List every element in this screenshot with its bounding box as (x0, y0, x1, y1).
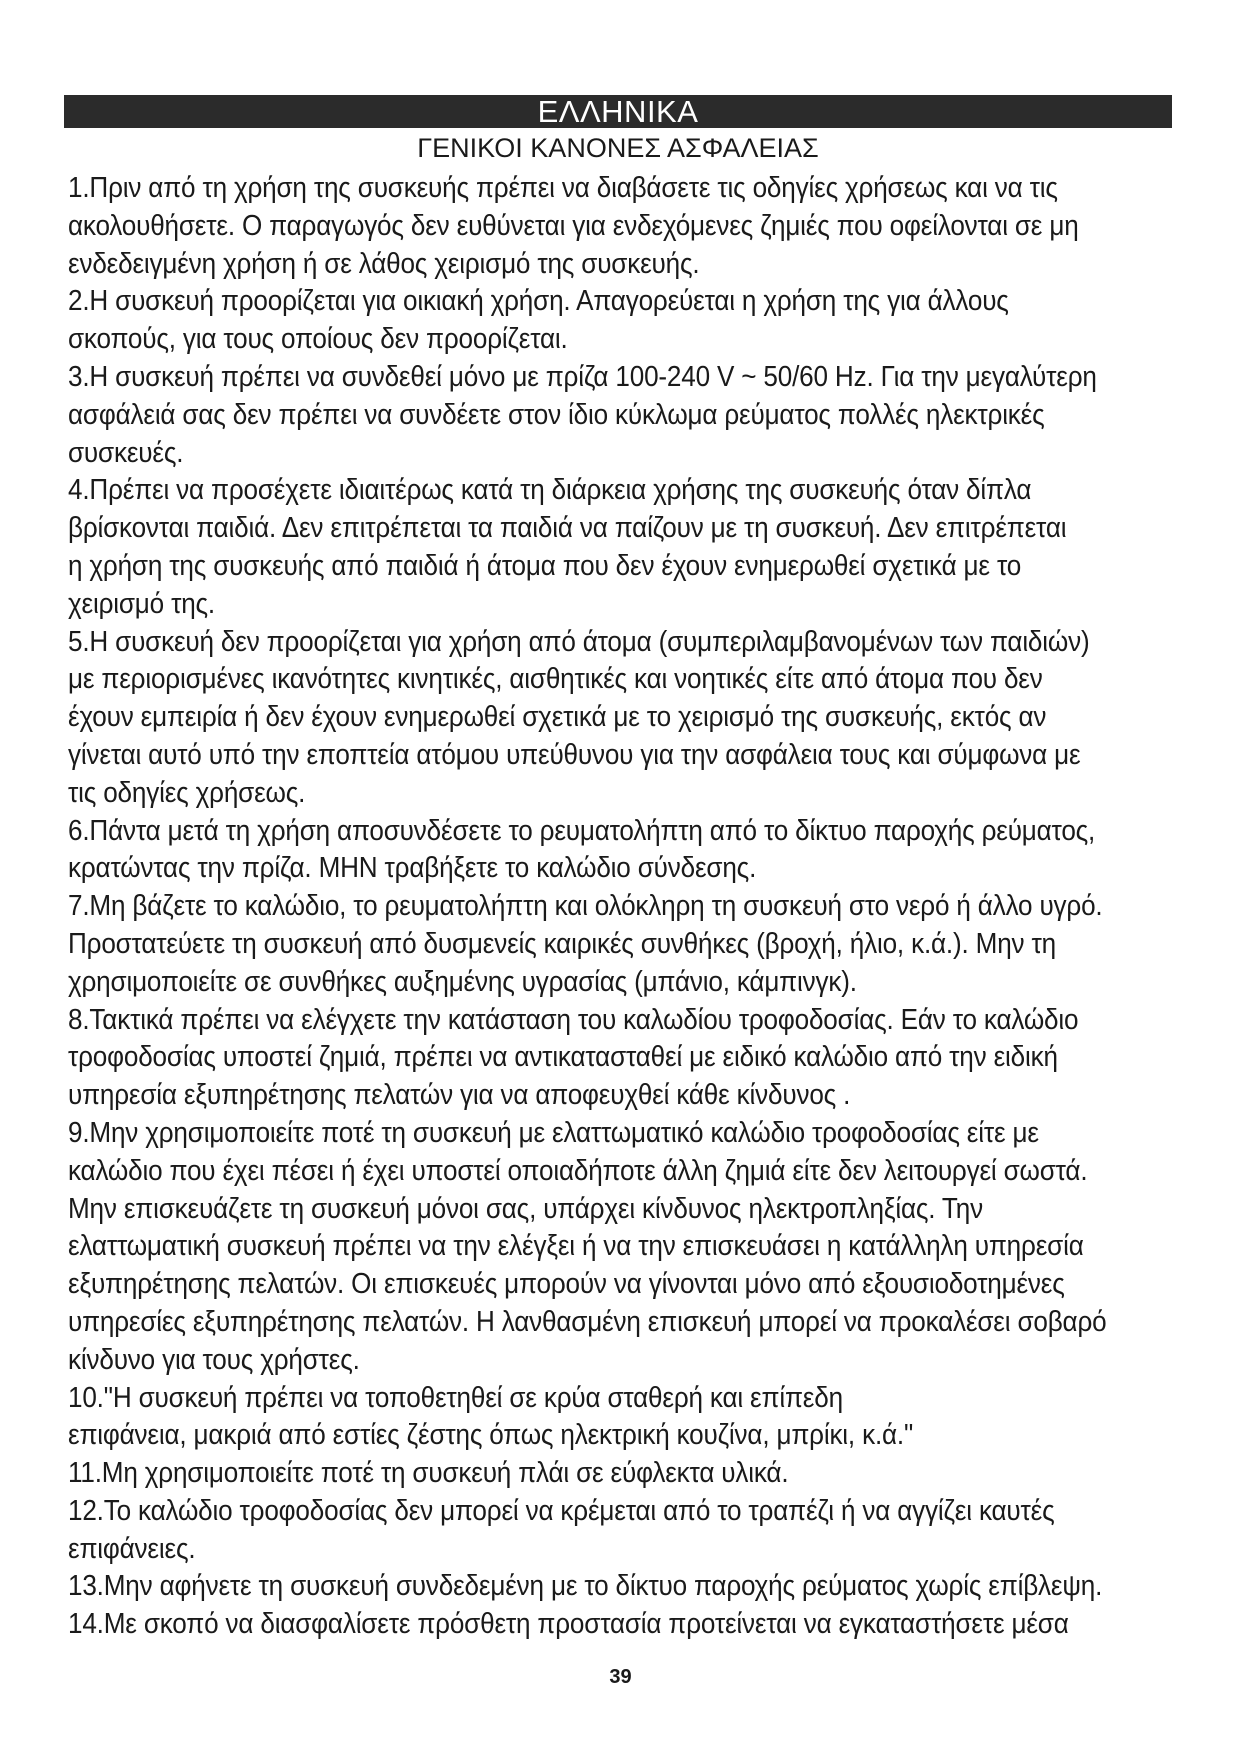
text-line: κρατώντας την πρίζα. ΜΗΝ τραβήξετε το καλώδιο σύνδεσης. (68, 852, 757, 885)
page-number: 39 (609, 1666, 632, 1688)
text-line: χρησιμοποιείτε σε συνθήκες αυξημένης υγρασίας (μπάνιο, κάμπινγκ). (68, 965, 857, 998)
text-line: Μην επισκευάζετε τη συσκευή μόνοι σας, υπάρχει κίνδυνος ηλεκτροπληξίας. Την (68, 1192, 983, 1225)
text-line: 2.Η συσκευή προορίζεται για οικιακή χρήση. Απαγορεύεται η χρήση της για άλλους (68, 285, 1009, 318)
text-line: κίνδυνο για τους χρήστες. (68, 1343, 360, 1376)
text-line: χειρισμό της. (68, 587, 216, 620)
text-line: υπηρεσίες εξυπηρέτησης πελατών. Η λανθασμένη επισκευή μπορεί να προκαλέσει σοβαρό (68, 1305, 1107, 1338)
text-line: Προστατεύετε τη συσκευή από δυσμενείς καιρικές συνθήκες (βροχή, ήλιο, κ.ά.). Μην τη (68, 927, 1056, 960)
safety-rules-text (68, 170, 1178, 1644)
language-header-bar: ΕΛΛΗΝΙΚΑ (64, 95, 1172, 128)
text-line: 5.Η συσκευή δεν προορίζεται για χρήση από άτομα (συμπεριλαμβανομένων των παιδιών) (68, 625, 1090, 658)
text-line: ασφάλειά σας δεν πρέπει να συνδέετε στον ίδιο κύκλωμα ρεύματος πολλές ηλεκτρικές (68, 398, 1045, 431)
text-line: τις οδηγίες χρήσεως. (68, 776, 306, 809)
text-line: 7.Μη βάζετε το καλώδιο, το ρευματολήπτη και ολόκληρη τη συσκευή στο νερό ή άλλο υγρό. (68, 890, 1103, 923)
text-line: καλώδιο που έχει πέσει ή έχει υποστεί οποιαδήποτε άλλη ζημιά είτε δεν λειτουργεί σωστά. (68, 1154, 1088, 1187)
text-line: ακολουθήσετε. Ο παραγωγός δεν ευθύνεται για ενδεχόμενες ζημιές που οφείλονται σε μη (68, 209, 1079, 242)
text-line: 11.Μη χρησιμοποιείτε ποτέ τη συσκευή πλάι σε εύφλεκτα υλικά. (68, 1457, 789, 1490)
text-line: ενδεδειγμένη χρήση ή σε λάθος χειρισμό της συσκευής. (68, 247, 700, 280)
text-line: σκοπούς, για τους οποίους δεν προορίζεται. (68, 323, 568, 356)
text-line: 9.Μην χρησιμοποιείτε ποτέ τη συσκευή με ελαττωματικό καλώδιο τροφοδοσίας είτε με (68, 1116, 1039, 1149)
text-line: βρίσκονται παιδιά. Δεν επιτρέπεται τα παιδιά να παίζουν με τη συσκευή. Δεν επιτρέπεται (68, 512, 1067, 545)
text-line: 10."Η συσκευή πρέπει να τοποθετηθεί σε κρύα σταθερή και επίπεδη (68, 1381, 843, 1414)
text-line: με περιορισμένες ικανότητες κινητικές, αισθητικές και νοητικές είτε από άτομα που δεν (68, 663, 1043, 696)
text-line: η χρήση της συσκευής από παιδιά ή άτομα που δεν έχουν ενημερωθεί σχετικά με το (68, 549, 1022, 582)
text-line: 14.Με σκοπό να διασφαλίσετε πρόσθετη προστασία προτείνεται να εγκαταστήσετε μέσα (68, 1608, 1069, 1641)
text-line: 12.Το καλώδιο τροφοδοσίας δεν μπορεί να κρέμεται από το τραπέζι ή να αγγίζει καυτές (68, 1494, 1055, 1527)
text-line: 6.Πάντα μετά τη χρήση αποσυνδέσετε το ρευματολήπτη από το δίκτυο παροχής ρεύματος, (68, 814, 1096, 847)
text-line: 8.Τακτικά πρέπει να ελέγχετε την κατάσταση του καλωδίου τροφοδοσίας. Εάν το καλώδιο (68, 1003, 1079, 1036)
text-line: 3.Η συσκευή πρέπει να συνδεθεί μόνο με πρίζα 100-240 V ~ 50/60 Hz. Για την μεγαλύτερη (68, 360, 1097, 393)
text-line: υπηρεσία εξυπηρέτησης πελατών για να αποφευχθεί κάθε κίνδυνος . (68, 1079, 851, 1112)
section-title: ΓΕΝΙΚΟΙ ΚΑΝΟΝΕΣ ΑΣΦΑΛΕΙΑΣ (417, 133, 819, 163)
text-line: γίνεται αυτό υπό την εποπτεία ατόμου υπεύθυνου για την ασφάλεια τους και σύμφωνα με (68, 738, 1081, 771)
text-line: ελαττωματική συσκευή πρέπει να την ελέγξει ή να την επισκευάσει η κατάλληλη υπηρεσία (68, 1230, 1084, 1263)
text-line: συσκευές. (68, 436, 184, 469)
text-line: επιφάνεια, μακριά από εστίες ζέστης όπως ηλεκτρική κουζίνα, μπρίκι, κ.ά." (68, 1419, 914, 1452)
text-line: επιφάνειες. (68, 1532, 196, 1565)
text-line: έχουν εμπειρία ή δεν έχουν ενημερωθεί σχετικά με το χειρισμό της συσκευής, εκτός αν (68, 701, 1047, 734)
text-line: 13.Μην αφήνετε τη συσκευή συνδεδεμένη με το δίκτυο παροχής ρεύματος χωρίς επίβλεψη. (68, 1570, 1103, 1603)
text-line: 4.Πρέπει να προσέχετε ιδιαιτέρως κατά τη διάρκεια χρήσης της συσκευής όταν δίπλα (68, 474, 1032, 507)
text-line: 1.Πριν από τη χρήση της συσκευής πρέπει να διαβάσετε τις οδηγίες χρήσεως και να τις (68, 172, 1058, 204)
text-line: εξυπηρέτησης πελατών. Οι επισκευές μπορούν να γίνονται μόνο από εξουσιοδοτημένες (68, 1268, 1065, 1301)
text-line: τροφοδοσίας υποστεί ζημιά, πρέπει να αντικατασταθεί με ειδικό καλώδιο από την ειδική (68, 1041, 1058, 1074)
